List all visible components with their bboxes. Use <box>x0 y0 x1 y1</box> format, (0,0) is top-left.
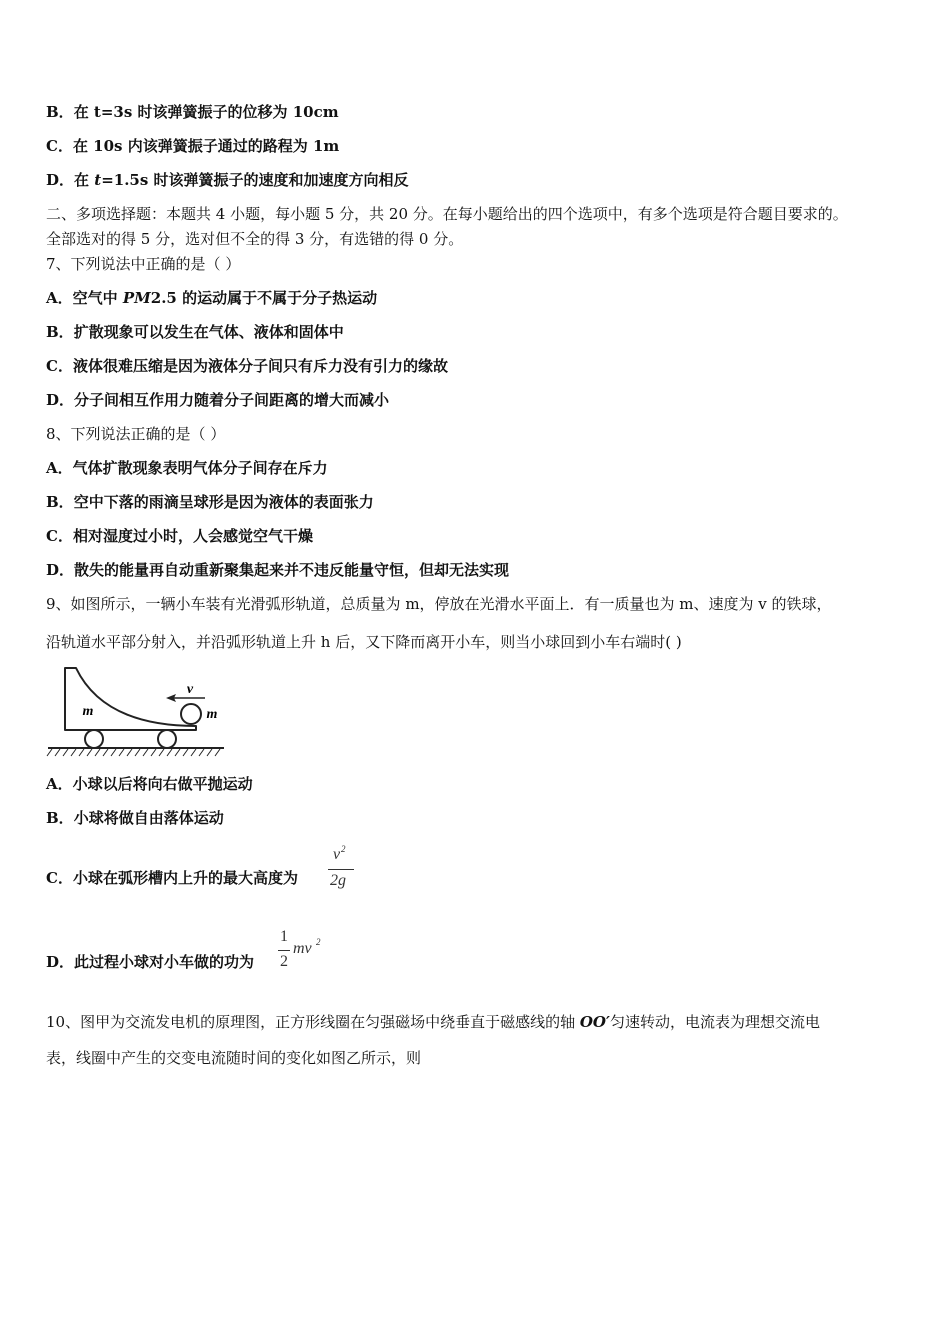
option-text: 在 10s 内该弹簧振子通过的路程为 1m <box>72 137 340 155</box>
cart-body <box>65 668 196 730</box>
option-letter: B． <box>46 323 74 341</box>
q9-option-c <box>46 867 910 889</box>
option-letter: D． <box>46 561 75 579</box>
fraction-bar <box>328 869 354 870</box>
option-text: 相对湿度过小时，人会感觉空气干燥 <box>72 527 313 545</box>
q8-option-b <box>46 491 910 513</box>
option-letter: C． <box>46 357 73 375</box>
section-2-header-line-2: 全部选对的得 5 分，选对但不全的得 3 分，有选错的得 0 分。 <box>46 230 464 248</box>
option-text: 液体很难压缩是因为液体分子间只有斥力没有引力的缘故 <box>72 357 448 375</box>
option-letter: D． <box>46 953 75 971</box>
q9-option-d <box>46 951 910 973</box>
q9-option-c-fraction <box>328 846 354 894</box>
option-letter: B． <box>46 809 74 827</box>
cart-mass-label: m <box>82 704 94 719</box>
q7-option-b <box>46 321 910 343</box>
option-letter: A． <box>46 459 73 477</box>
fraction-exponent: 2 <box>341 844 346 854</box>
q7-stem: 7、下列说法中正确的是（ ） <box>46 255 241 273</box>
q8-option-a <box>46 457 910 479</box>
fraction-numerator: v <box>333 846 341 863</box>
option-text: 气体扩散现象表明气体分子间存在斥力 <box>72 459 328 477</box>
option-text: 在 t=3s 时该弹簧振子的位移为 10cm <box>73 103 339 121</box>
fraction-bar <box>278 950 290 951</box>
q10-stem-line-2: 表，线圈中产生的交变电流随时间的变化如图乙所示，则 <box>46 1049 422 1067</box>
q8-option-c <box>46 525 910 547</box>
option-text: 此过程小球对小车做的功为 <box>74 953 255 971</box>
option-text-post: =1.5s 时该弹簧振子的速度和加速度方向相反 <box>101 171 409 189</box>
q6-option-d <box>46 169 910 191</box>
option-text-pre: 在 <box>74 171 95 189</box>
q6-option-b <box>46 101 910 123</box>
option-letter: A． <box>46 289 73 307</box>
fraction-denominator: 2 <box>280 953 288 970</box>
fraction-tail-exponent: 2 <box>316 937 321 947</box>
iron-ball <box>181 704 201 724</box>
q8-option-d <box>46 559 910 581</box>
option-letter: C． <box>46 527 73 545</box>
option-text: 小球在弧形槽内上升的最大高度为 <box>72 869 298 887</box>
option-letter: B． <box>46 103 74 121</box>
velocity-label: v <box>186 682 194 697</box>
q6-option-c <box>46 135 910 157</box>
option-letter: C． <box>46 869 73 887</box>
ground-hatch <box>47 749 220 756</box>
q9-option-d-fraction <box>278 928 326 976</box>
option-text: 扩散现象可以发生在气体、液体和固体中 <box>73 323 344 341</box>
q7-option-d <box>46 389 910 411</box>
q8-stem: 8、下列说法正确的是（ ） <box>46 425 226 443</box>
q7-option-c <box>46 355 910 377</box>
option-letter: A． <box>46 775 73 793</box>
cart-track-figure <box>44 664 228 758</box>
option-text: 小球将做自由落体运动 <box>73 809 224 827</box>
fraction-numerator: 1 <box>280 928 288 945</box>
option-letter: D． <box>46 391 75 409</box>
option-letter: B． <box>46 493 74 511</box>
option-text-post: 2.5 的运动属于不属于分子热运动 <box>150 289 378 307</box>
ball-mass-label: m <box>206 707 218 722</box>
q10-stem-pre: 10、图甲为交流发电机的原理图，正方形线圈在匀强磁场中绕垂直于磁感线的轴 <box>46 1013 580 1031</box>
q10-stem-line-1 <box>46 1011 910 1033</box>
option-text: 散失的能量再自动重新聚集起来并不违反能量守恒，但却无法实现 <box>74 561 510 579</box>
fraction-tail: mv <box>293 940 312 957</box>
option-text-pre: 空气中 <box>72 289 123 307</box>
cart-wheel-right <box>158 730 176 748</box>
q10-stem-post: 匀速转动，电流表为理想交流电 <box>609 1013 820 1031</box>
option-letter: D． <box>46 171 75 189</box>
option-text-var: t <box>94 171 102 189</box>
option-text: 空中下落的雨滴呈球形是因为液体的表面张力 <box>73 493 374 511</box>
option-text-pm: PM <box>122 289 151 307</box>
q7-option-a <box>46 287 910 309</box>
q9-stem-line-1: 9、如图所示，一辆小车装有光滑弧形轨道，总质量为 m，停放在光滑水平面上．有一质量也为 m、速度为 v 的铁球， <box>46 595 832 613</box>
section-2-header-line-1: 二、多项选择题：本题共 4 小题，每小题 5 分，共 20 分。在每小题给出的四个选项中，有多个选项是符合题目要求的。 <box>46 205 848 223</box>
q9-stem-line-2: 沿轨道水平部分射入，并沿弧形轨道上升 h 后，又下降而离开小车，则当小球回到小车右端时( ) <box>46 633 682 651</box>
cart-wheel-left <box>85 730 103 748</box>
option-text: 小球以后将向右做平抛运动 <box>72 775 253 793</box>
q10-axis-label: OO′ <box>579 1013 610 1031</box>
option-letter: C． <box>46 137 73 155</box>
fraction-denominator: 2g <box>330 872 346 889</box>
option-text: 分子间相互作用力随着分子间距离的增大而减小 <box>74 391 390 409</box>
q9-option-a <box>46 773 910 795</box>
q9-option-b <box>46 807 910 829</box>
